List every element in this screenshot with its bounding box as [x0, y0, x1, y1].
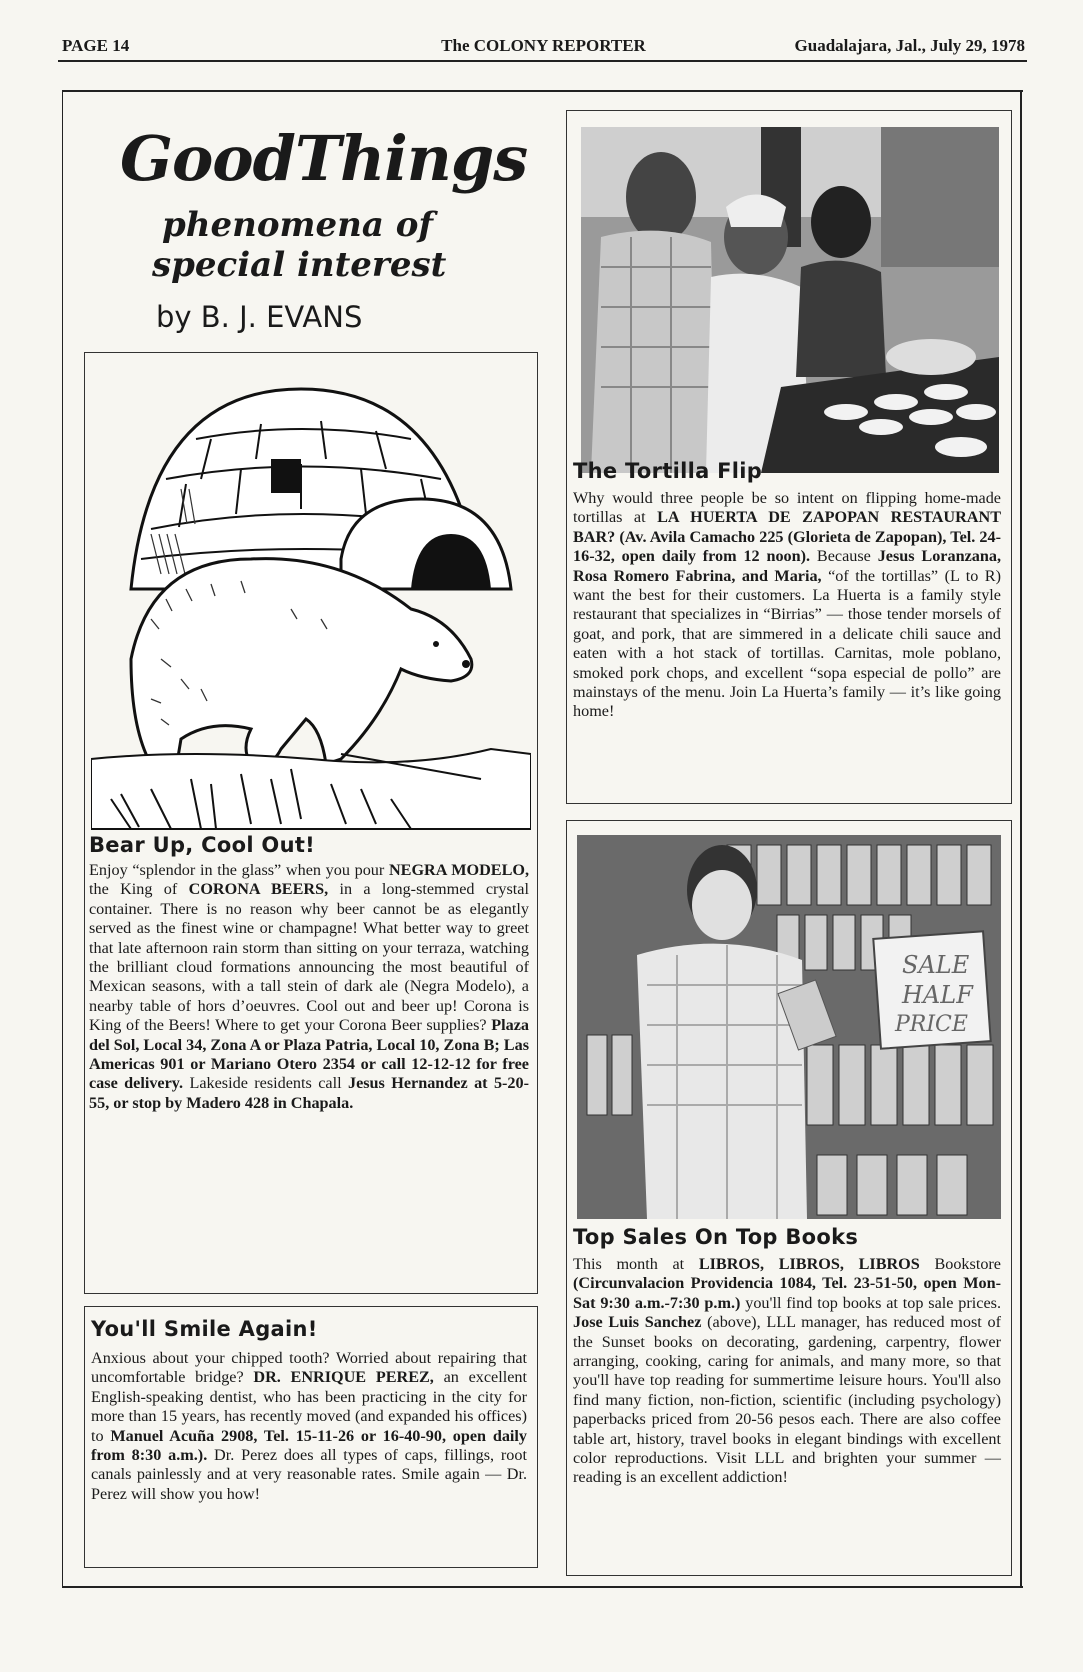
column-masthead [100, 118, 540, 348]
bear-article [84, 352, 538, 1294]
books-headline: Top Sales On Top Books [573, 1225, 859, 1249]
books-bold-3: Jose Luis Sanchez [573, 1313, 702, 1332]
byline: by B. J. EVANS [156, 300, 363, 334]
bear-headline: Bear Up, Cool Out! [89, 833, 316, 857]
tortilla-bold-1: LA HUERTA DE ZAPOPAN RESTAURANT BAR? (Av. Avila Camacho 225 (Glorieta de Zapopan), Tel. 24-16-32, open daily from 12 noon). [573, 508, 1001, 566]
tortilla-text-2: Because [810, 547, 878, 566]
smile-bold-1: DR. ENRIQUE PEREZ, [253, 1368, 434, 1387]
tortilla-bold-2: Jesus Loranzana, Rosa Romero Fabrina, and Maria, [573, 547, 1001, 585]
tortilla-article [566, 110, 1012, 804]
books-text-3: you'll find top books at top sale prices. [740, 1293, 1002, 1312]
bear-body [89, 861, 529, 1113]
bear-bold-4: Jesus Hernandez at 5-20-55, or stop by Madero 428 in Chapala. [89, 1074, 530, 1112]
frame-left-rule [62, 90, 63, 1587]
tortilla-text-3: “of the tortillas” (L to R) want the best for their customers. La Huerta is a family style restaurant that specializes in “Birrias” — those tender morsels of goat, and pork, that are simmered in a delicate chili sauce and eaten with a hot stack of tortillas. Carnitas, mole poblano, smoked pork chops, and excellent “sopa especial de pollo” are mainstays of the menu. Join La Huerta’s family — it’s like going home! [573, 566, 1001, 721]
frame-bottom-rule [62, 1586, 1023, 1588]
page-number: PAGE 14 [62, 36, 130, 55]
bear-bold-3: Plaza del Sol, Local 34, Zona A or Plaza Patria, Local 10, Zona B; Las Americas 901 or Mariano Otero 2354 or call 12-12-12 for free case delivery. [89, 1016, 529, 1093]
books-bold-2: (Circunvalacion Providencia 1084, Tel. 23-51-50, open Mon-Sat 9:30 a.m.-7:30 p.m.) [573, 1274, 1001, 1312]
smile-article [84, 1306, 538, 1568]
books-bold-1: LIBROS, LIBROS, LIBROS [698, 1255, 920, 1273]
sale-sign-text-3: PRICE [895, 1012, 968, 1037]
sale-sign-text-1: SALE [902, 951, 970, 979]
smile-text-2: an excellent English-speaking dentist, who has been practicing in the city for more than 15 years, has recently moved (and expanded his offices) to [91, 1368, 527, 1445]
bear-text-4: Lakeside residents call [183, 1074, 348, 1093]
header-rule [58, 60, 1027, 62]
page-header [62, 36, 1025, 58]
frame-top-rule [62, 90, 1023, 92]
books-article [566, 820, 1012, 1576]
smile-headline: You'll Smile Again! [91, 1317, 318, 1341]
books-text-1: This month at [573, 1255, 699, 1273]
bear-text-2: the King of [89, 880, 189, 899]
bear-text-3: in a long-stemmed crystal container. There is no reason why beer cannot be as elegantly served as the finest wine or champagne! What better way to greet that late afternoon rain storm than sitting on your terraza, watching the brilliant cloud formations announcing the most beautiful of Mexican seasons, with a tall stein of dark ale (Negra Modelo), a nearby table of hors d’oeuvres. Cool out and beer up! Corona is King of the Beers! Where to get your Corona Beer supplies? [89, 880, 529, 1035]
smile-text-1: Anxious about your chipped tooth? Worried about repairing that uncomfortable bridge? [91, 1349, 527, 1387]
newspaper-name: The COLONY REPORTER [441, 36, 646, 55]
books-text-4: (above), LLL manager, has reduced most of the Sunset books on decorating, gardening, carpentry, flower arranging, cooking, caring for animals, and many more, so that you'll have top reading for summertime leisure hours. You'll also find many fiction, non-fiction, scientific (including psychology) paperbacks priced from 20-56 pesos each. There are also coffee table art, history, travel books in elegant bindings with excellent color reproductions. Visit LLL and brighten your summer — reading is an excellent addiction! [573, 1313, 1001, 1487]
smile-body [91, 1349, 527, 1504]
tortilla-text-1: Why would three people be so intent on flipping home-made tortillas at [573, 489, 1001, 527]
smile-bold-2: Manuel Acuña 2908, Tel. 15-11-26 or 16-40-90, open daily from 8:30 a.m.). [91, 1426, 528, 1465]
igloo-bear-illustration [91, 359, 531, 879]
tortilla-headline: The Tortilla Flip [573, 459, 763, 483]
bear-text-1: Enjoy “splendor in the glass” when you pour [89, 861, 389, 879]
tortilla-photo [581, 127, 999, 473]
sale-sign-text-2: HALF [902, 981, 973, 1009]
bookstore-photo [577, 835, 1001, 1219]
tortilla-body [573, 489, 1001, 722]
books-text-2: Bookstore [919, 1255, 1001, 1273]
column-subtitle-2: special interest [152, 245, 447, 285]
bear-bold-1: NEGRA MODELO, [388, 861, 530, 879]
books-body [573, 1255, 1001, 1488]
smile-text-3: Dr. Perez does all types of caps, fillings, root canals painlessly and at very reasonable rates. Smile again — Dr. Perez will show you how! [91, 1446, 527, 1503]
bear-bold-2: CORONA BEERS, [188, 880, 329, 899]
column-title: GoodThings [120, 122, 528, 195]
frame-right-rule [1020, 90, 1022, 1587]
column-subtitle-1: phenomena of [162, 205, 434, 245]
dateline: Guadalajara, Jal., July 29, 1978 [794, 36, 1025, 55]
